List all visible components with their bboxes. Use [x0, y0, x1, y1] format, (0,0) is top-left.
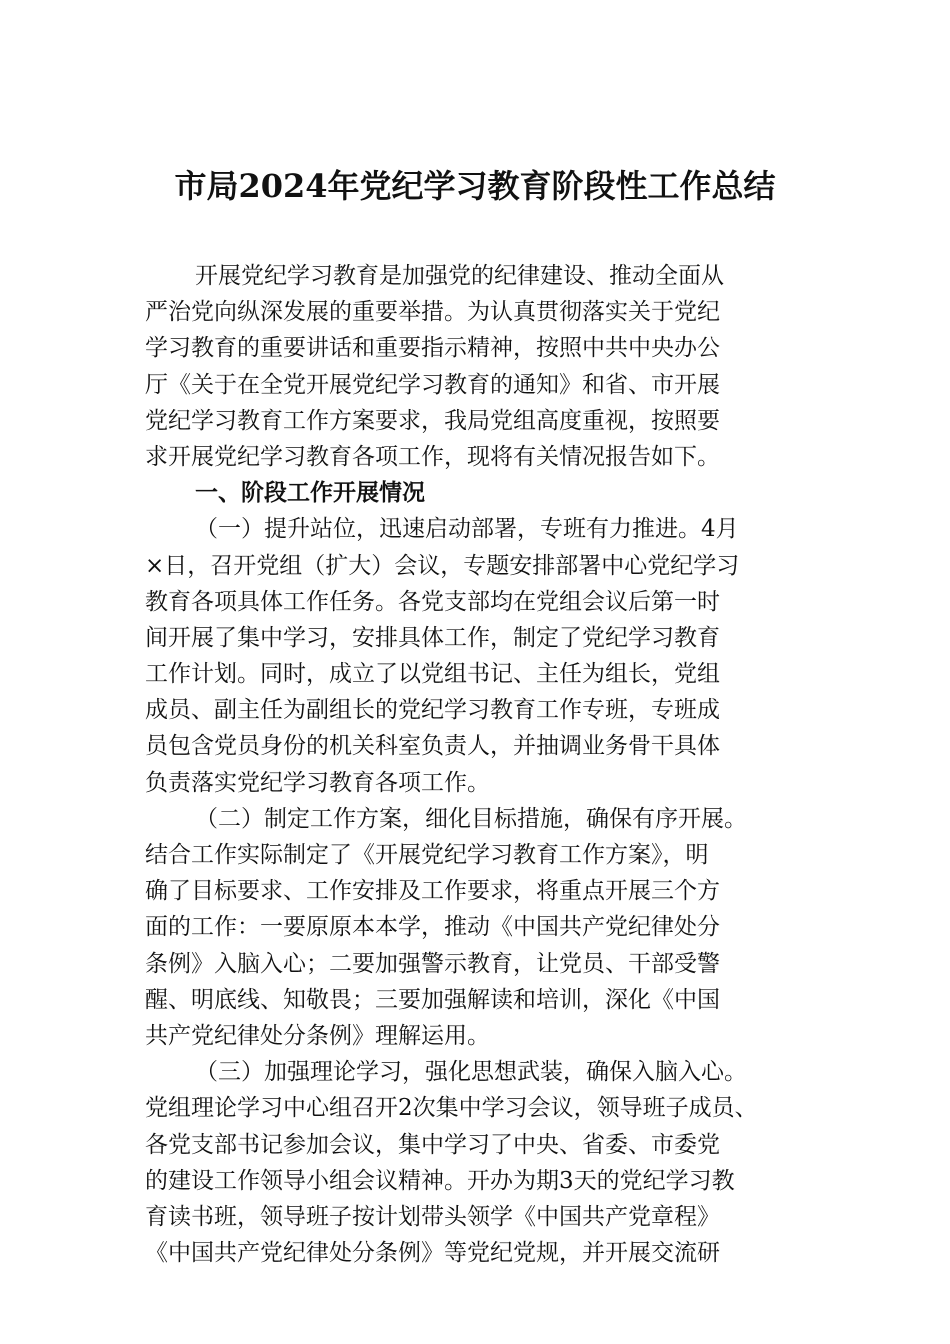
- paragraph-line: 醒、明底线、知敬畏；三要加强解读和培训，深化《中国: [145, 986, 720, 1013]
- paragraph-line: 员包含党员身份的机关科室负责人，并抽调业务骨干具体: [145, 733, 720, 760]
- paragraph-line: 间开展了集中学习，安排具体工作，制定了党纪学习教育: [145, 624, 720, 651]
- paragraph-line: 学习教育的重要讲话和重要指示精神，按照中共中央办公: [145, 335, 720, 362]
- paragraph-line: 《中国共产党纪律处分条例》等党纪党规，并开展交流研: [145, 1240, 720, 1267]
- paragraph-line: 育读书班，领导班子按计划带头领学《中国共产党章程》: [145, 1203, 720, 1230]
- section-heading: 一、阶段工作开展情况: [195, 480, 425, 507]
- paragraph-line: 确了目标要求、工作安排及工作要求，将重点开展三个方: [145, 878, 720, 905]
- paragraph-line: 条例》入脑入心；二要加强警示教育，让党员、干部受警: [145, 950, 720, 977]
- paragraph-line: 负责落实党纪学习教育各项工作。: [145, 769, 490, 796]
- paragraph-line: （二）制定工作方案，细化目标措施，确保有序开展。: [195, 805, 747, 832]
- paragraph-line: 面的工作：一要原原本本学，推动《中国共产党纪律处分: [145, 914, 720, 941]
- paragraph-line: 党组理论学习中心组召开2次集中学习会议，领导班子成员、: [145, 1095, 758, 1122]
- paragraph-line: 厅《关于在全党开展党纪学习教育的通知》和省、市开展: [145, 371, 720, 398]
- paragraph-line: 严治党向纵深发展的重要举措。为认真贯彻落实关于党纪: [145, 299, 720, 326]
- paragraph-line: 结合工作实际制定了《开展党纪学习教育工作方案》，明: [145, 842, 709, 868]
- paragraph-line: 求开展党纪学习教育各项工作，现将有关情况报告如下。: [145, 443, 720, 470]
- paragraph-line: 工作计划。同时，成立了以党组书记、主任为组长，党组: [145, 661, 720, 688]
- paragraph-line: 教育各项具体工作任务。各党支部均在党组会议后第一时: [145, 588, 720, 615]
- paragraph-line: （三）加强理论学习，强化思想武装，确保入脑入心。: [195, 1059, 747, 1086]
- paragraph-line: 的建设工作领导小组会议精神。开办为期3天的党纪学习教: [145, 1167, 735, 1194]
- paragraph-line: 党纪学习教育工作方案要求，我局党组高度重视，按照要: [145, 407, 720, 434]
- paragraph-line: 成员、副主任为副组长的党纪学习教育工作专班，专班成: [145, 697, 720, 724]
- paragraph-line: 开展党纪学习教育是加强党的纪律建设、推动全面从: [195, 263, 724, 289]
- paragraph-line: 各党支部书记参加会议，集中学习了中央、省委、市委党: [145, 1131, 720, 1158]
- document-body: [145, 258, 810, 1271]
- paragraph-line: ×日，召开党组（扩大）会议，专题安排部署中心党纪学习: [145, 552, 740, 579]
- paragraph-line: 共产党纪律处分条例》理解运用。: [145, 1022, 490, 1049]
- paragraph-line: （一）提升站位，迅速启动部署，专班有力推进。4月: [195, 516, 739, 543]
- document-title: 市局2024年党纪学习教育阶段性工作总结: [174, 167, 776, 205]
